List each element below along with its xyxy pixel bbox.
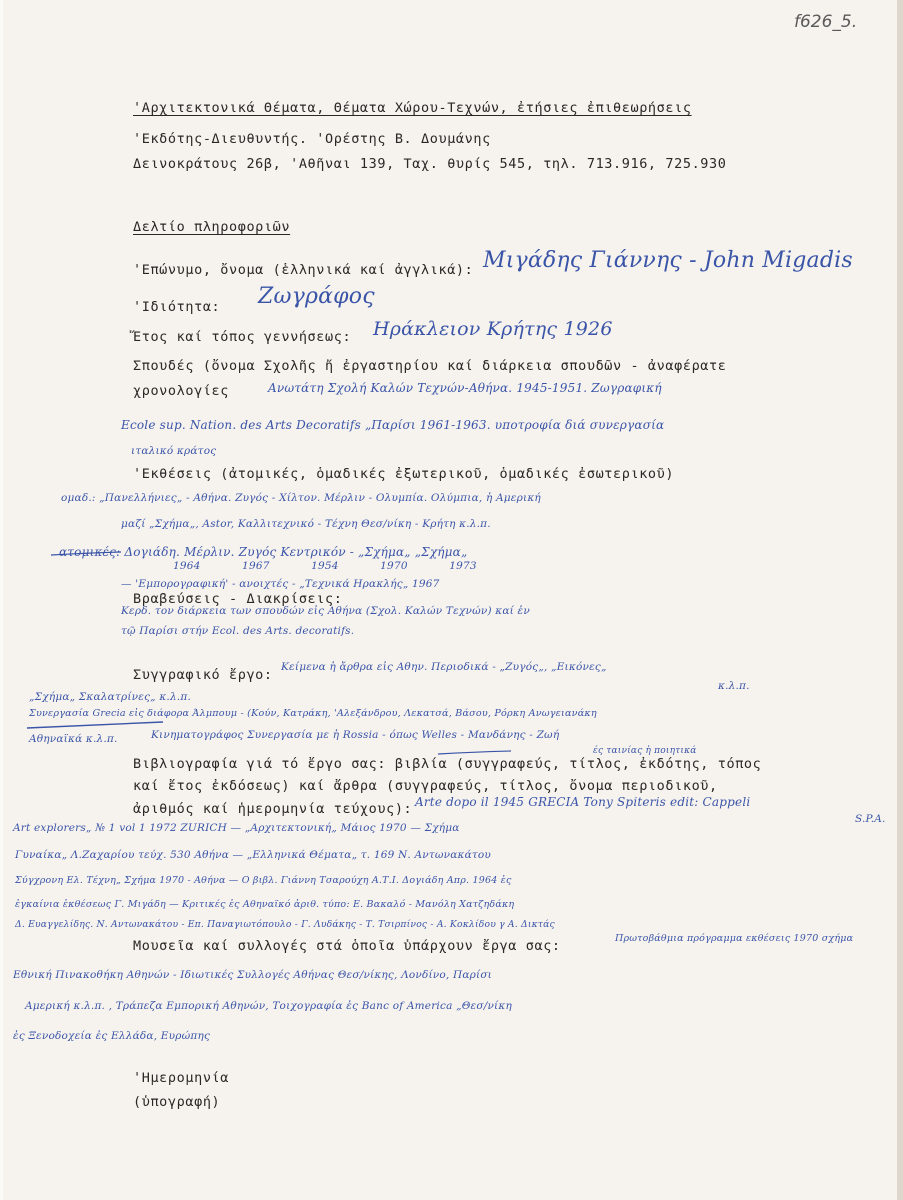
writings-entry-kl: κ.λ.π. <box>718 680 750 692</box>
studies-entry-2: Ecole sup. Nation. des Arts Decoratifs „Παρίσι 1961-1963. υποτροφία διά συνεργασία <box>121 418 665 432</box>
bibliography-entry-6: Δ. Ευαγγελίδης. Ν. Αντωνακάτου - Επ. Παναγιωτόπουλο - Γ. Λυδάκης - Τ. Τσιρπίνος - Α. Κοκλίδου γ Α. Δικτάς <box>15 919 555 930</box>
museums-entry-1: Εθνική Πινακοθήκη Αθηνών - Ιδιωτικές Συλλογές Αθήνας Θεσ/νίκης, Λονδίνο, Παρίσι <box>13 969 492 981</box>
museums-label: Μουσεῖα καί συλλογές στά ὁποῖα ὑπάρχουν ἔργα σας: <box>133 938 561 954</box>
bibliography-label-line1: Βιβλιογραφία γιά τό ἔργο σας: βιβλία (συγγραφεύς, τίτλος, ἐκδότης, τόπος <box>133 756 762 772</box>
bibliography-entry-3: Γυναίκα„ Λ.Ζαχαρίου τεύχ. 530 Αθήνα — „Ελληνικά Θέματα„ τ. 169 Ν. Αντωνακάτου <box>15 849 491 861</box>
letterhead-publisher: 'Εκδότης-Διευθυντής. 'Ορέστης Β. Δουμάνης <box>133 131 491 147</box>
exhibitions-solo: ατομικές: Δογιάδη. Μέρλιν. Ζυγός Κεντρικόν - „Σχήμα„ „Σχήμα„ <box>59 545 468 559</box>
bibliography-label-line2: καί ἔτος ἐκδόσεως) καί ἄρθρα (συγγραφεύς, τίτλος, ὄνομα περιοδικοῦ, <box>133 778 718 794</box>
writings-entry-3: Συνεργασία Grecia εἰς διάφορα Άλμπουμ - (Κούν, Κατράκη, 'Αλεξάνδρου, Λεκατσά, Βάσου, Ρόρκη Ανωγειανάκη <box>29 708 597 719</box>
letterhead-address: Δεινοκράτους 26β, 'Αθῆναι 139, Ταχ. θυρίς 545, τηλ. 713.916, 725.930 <box>133 156 727 172</box>
name-label: 'Επώνυμο, ὄνομα (ἑλληνικά καί ἀγγλικά): <box>133 262 474 278</box>
name-value: Μιγάδης Γιάννης - John Migadis <box>483 248 853 273</box>
bibliography-entry-5: ἐγκαίνια ἐκθέσεως Γ. Μιγάδη — Κριτικές ἐς Αθηναϊκό ἀριθ. τύπο: Ε. Βακαλό - Μανόλη Χατζηδάκη <box>15 899 515 910</box>
writings-label: Συγγραφικό ἔργο: <box>133 667 273 683</box>
exhibitions-group-1: ομαδ.: „Πανελλήνιες„ - Αθήνα. Ζυγός - Χίλτον. Μέρλιν - Ολυμπία. Ολύμπια, ἡ Αμερική <box>61 492 541 504</box>
museums-entry-3: ἐς Ξενοδοχεία ἐς Ελλάδα, Ευρώπης <box>13 1030 211 1042</box>
museums-note: Πρωτοβάθμια πρόγραμμα εκθέσεις 1970 σχήμα <box>615 933 854 944</box>
exhibitions-group-2: μαζί „Σχήμα„, Astor, Καλλιτεχνικό - Τέχνη Θεσ/νίκη - Κρήτη κ.λ.π. <box>121 518 491 530</box>
bibliography-entry-2: Art explorers„ № 1 vol 1 1972 ZURICH — „Αρχιτεκτονική„ Μάιος 1970 — Σχήμα <box>13 822 460 834</box>
welles-underline <box>438 751 511 754</box>
bibliography-label-line3: ἀριθμός καί ἡμερομηνία τεύχους): <box>133 801 413 817</box>
writings-entry-4: Αθηναϊκά κ.λ.π. <box>29 733 118 745</box>
exhibitions-label: 'Εκθέσεις (ἀτομικές, ὁμαδικές ἐξωτερικοῦ, ὁμαδικές ἐσωτερικοῦ) <box>133 466 675 482</box>
solo-underline <box>51 552 121 555</box>
exhibitions-years: 1964 1967 1954 1970 1973 <box>173 560 477 572</box>
writings-entry-6: ές ταινίας ἡ ποιητικά <box>593 746 697 756</box>
museums-entry-2: Αμερική κ.λ.π. , Τράπεζα Εμπορική Αθηνών, Τοιχογραφία ἐς Banc of America „Θεσ/νίκη <box>25 1000 512 1012</box>
bibliography-entry-1: Arte dopo il 1945 GRECIA Tony Spiteris edit: Cappeli <box>415 795 751 809</box>
studies-label-line2: χρονολογίες <box>133 383 230 399</box>
archive-reference: f626_5. <box>794 12 858 32</box>
letterhead-title: 'Αρχιτεκτονικά Θέματα, Θέματα Χώρου-Τεχνών, ἐτήσιες ἐπιθεωρήσεις <box>133 100 692 116</box>
birth-value: Ηράκλειον Κρήτης 1926 <box>373 318 613 340</box>
birth-label: Ἔτος καί τόπος γεννήσεως: <box>133 329 352 345</box>
date-label: 'Ημερομηνία <box>133 1070 230 1086</box>
awards-entry-2: τῷ Παρίσι στήν Ecol. des Arts. decoratifs. <box>121 625 355 637</box>
writings-entry-5: Κινηματογράφος Συνεργασία με ἡ Rossia - όπως Welles - Μανδάνης - Ζωή <box>151 729 560 741</box>
bibliography-entry-4: Σύγχρονη Ελ. Τέχνη„ Σχήμα 1970 - Αθήνα — Ο βιβλ. Γιάννη Τσαρούχη Α.Τ.Ι. Δογιάδη Απρ. 1964 ἐς <box>15 875 512 886</box>
awards-entry-1: Κερδ. τον διάρκεια των σπουδών εἰς Αθήνα (Σχολ. Καλών Τεχνών) καί ἐν <box>121 605 530 617</box>
awards-label: Βραβεύσεις - Διακρίσεις: <box>133 591 343 607</box>
form-title: Δελτίο πληροφοριῶν <box>133 219 291 235</box>
bibliography-entry-spa: S.P.A. <box>855 813 886 825</box>
writings-entry-2: „Σχήμα„ Σκαλατρίνες„ κ.λ.π. <box>29 691 191 703</box>
exhibitions-other: — 'Εμπορογραφική' - ανοιχτές - „Τεχνικά Ηρακλής„ 1967 <box>121 578 440 590</box>
signature-label: (ὑπογραφή) <box>133 1094 221 1110</box>
studies-label-line1: Σπουδές (ὄνομα Σχολῆς ἤ ἐργαστηρίου καί διάρκεια σπουδῶν - ἀναφέρατε <box>133 358 727 374</box>
profession-value: Ζωγράφος <box>258 284 375 309</box>
writings-entry-1: Κείμενα ἡ ἄρθρα εἰς Αθην. Περιοδικά - „Ζυγός„, „Εικόνες„ <box>281 661 607 673</box>
handwritten-underlines <box>3 0 903 1200</box>
grecia-underline <box>27 722 163 728</box>
profession-label: 'Ιδιότητα: <box>133 299 221 315</box>
studies-entry-1: Ανωτάτη Σχολή Καλών Τεχνών-Αθήνα. 1945-1951. Ζωγραφική <box>268 381 662 395</box>
studies-entry-3: ιταλικό κράτος <box>131 445 217 457</box>
